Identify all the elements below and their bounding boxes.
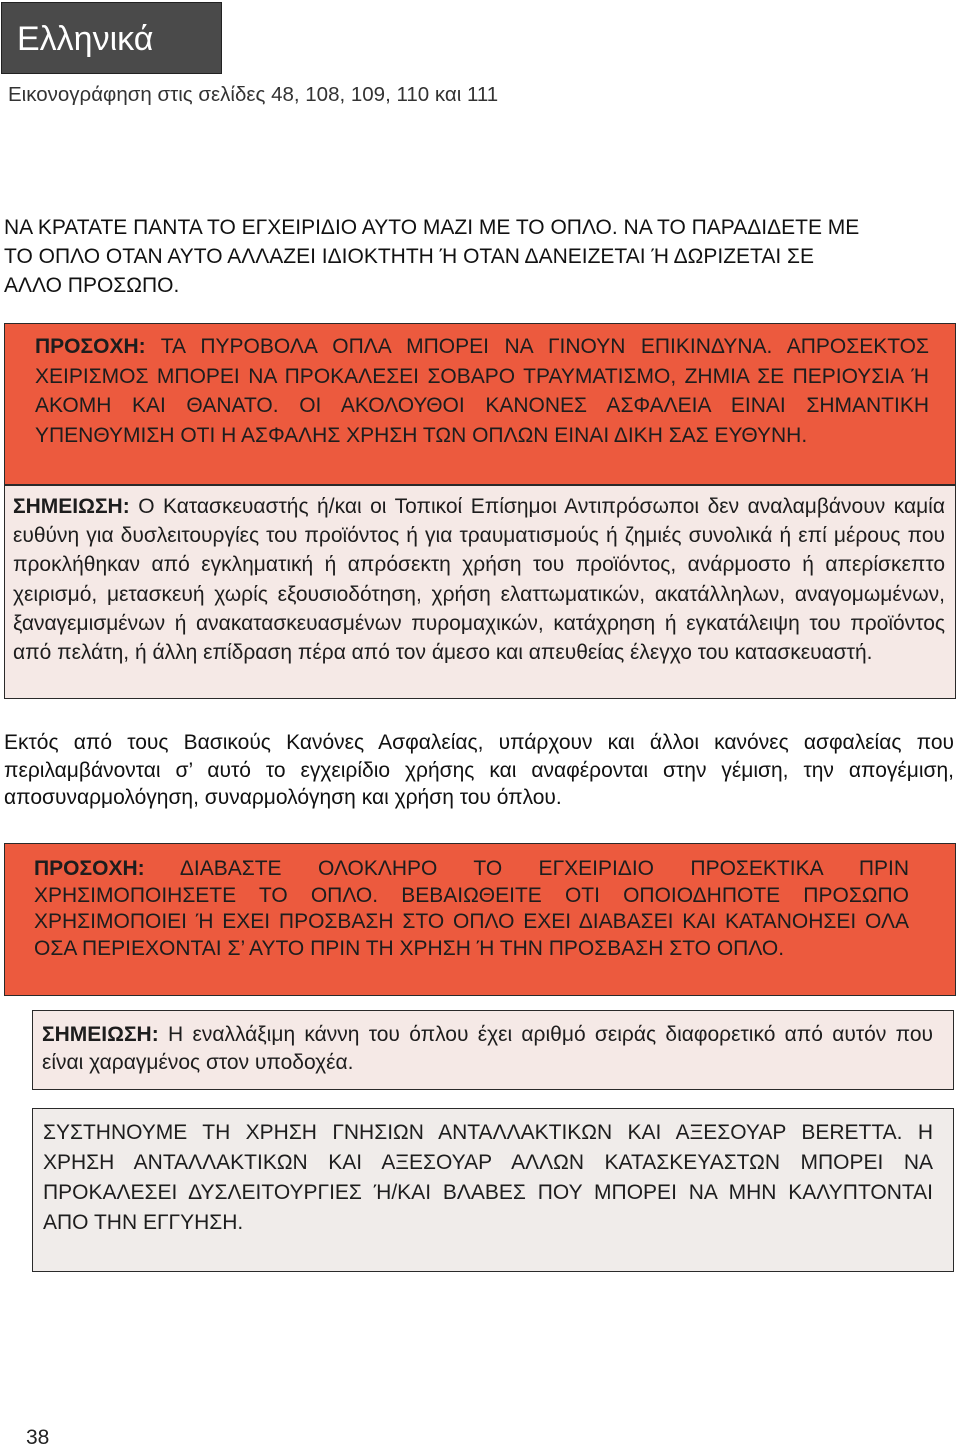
warning-label: ΠΡΟΣΟΧΗ: (35, 335, 146, 358)
illustration-reference: Εικονογράφηση στις σελίδες 48, 108, 109, 110 και 111 (8, 83, 499, 106)
intro-paragraph: Εκτός από τους Βασικούς Κανόνες Ασφαλείας, υπάρχουν και άλλοι κανόνες ασφαλείας που περιλαμβάνονται σ’ αυτό το εγχειρίδιο χρήσης και αναφέρονται στην γέμιση, την απογέμιση, αποσυναρμολόγηση, συναρμολόγηση και χρήση του όπλου. (4, 731, 954, 809)
warning-label: ΠΡΟΣΟΧΗ: (34, 857, 145, 880)
warning-text: ΔΙΑΒΑΣΤΕ ΟΛΟΚΛΗΡΟ ΤΟ ΕΓΧΕΙΡΙΔΙΟ ΠΡΟΣΕΚΤΙΚΑ ΠΡΙΝ ΧΡΗΣΙΜΟΠΟΙΗΣΕΤΕ ΤΟ ΟΠΛΟ. ΒΕΒΑΙΩΘΕΙΤΕ ΟΤΙ ΟΠΟΙΟΔΗΠΟΤΕ ΠΡΟΣΩΠΟ ΧΡΗΣΙΜΟΠΟΙΕΙ Ή ΕΧΕΙ ΠΡΟΣΒΑΣΗ ΣΤΟ ΟΠΛΟ ΕΧΕΙ ΔΙΑΒΑΣΕΙ ΚΑΙ ΚΑΤΑΝΟΗΣΕΙ ΟΛΑ ΟΣΑ ΠΕΡΙΕΧΟΝΤΑΙ Σ’ ΑΥΤΟ ΠΡΙΝ ΤΗ ΧΡΗΣΗ Ή ΤΗΝ ΠΡΟΣΒΑΣΗ ΣΤΟ ΟΠΛΟ. (34, 857, 910, 960)
keep-manual-notice: ΝΑ ΚΡΑΤΑΤΕ ΠΑΝΤΑ ΤΟ ΕΓΧΕΙΡΙΔΙΟ ΑΥΤΟ ΜΑΖΙ ΜΕ ΤΟ ΟΠΛΟ. ΝΑ ΤΟ ΠΑΡΑΔΙΔΕΤΕ ΜΕ ΤΟ ΟΠΛΟ ΟΤΑΝ ΑΥΤΟ ΑΛΛΑΖΕΙ ΙΔΙΟΚΤΗΤΗ Ή ΟΤΑΝ ΔΑΝΕΙΖΕΤΑΙ Ή ΔΩΡΙΖΕΤΑΙ ΣΕ ΑΛΛΟ ΠΡΟΣΩΠΟ. (4, 216, 860, 297)
warning-box-read-manual (4, 843, 956, 996)
warning-text: ΤΑ ΠΥΡΟΒΟΛΑ ΟΠΛΑ ΜΠΟΡΕΙ ΝΑ ΓΙΝΟΥΝ ΕΠΙΚΙΝΔΥΝΑ. ΑΠΡΟΣΕΚΤΟΣ ΧΕΙΡΙΣΜΟΣ ΜΠΟΡΕΙ ΝΑ ΠΡΟΚΑΛΕΣΕΙ ΣΟΒΑΡΟ ΤΡΑΥΜΑΤΙΣΜΟ, ΖΗΜΙΑ ΣΕ ΠΕΡΙΟΥΣΙΑ Ή ΑΚΟΜΗ ΚΑΙ ΘΑΝΑΤΟ. ΟΙ ΑΚΟΛΟΥΘΟΙ ΚΑΝΟΝΕΣ ΑΣΦΑΛΕΙΑ ΕΙΝΑΙ ΣΗΜΑΝΤΙΚΗ ΥΠΕΝΘΥΜΙΣΗ ΟΤΙ Η ΑΣΦΑΛΗΣ ΧΡΗΣΗ ΤΩΝ ΟΠΛΩΝ ΕΙΝΑΙ ΔΙΚΗ ΣΑΣ ΕΥΘΥΝΗ. (35, 335, 929, 447)
warning-box-firearms (4, 323, 956, 485)
page-number: 38 (26, 1426, 50, 1449)
note-box-barrel-serial (32, 1010, 954, 1090)
note-text: Ο Κατασκευαστής ή/και οι Τοπικοί Επίσημοι Αντιπρόσωποι δεν αναλαμβάνουν καμία ευθύνη για δυσλειτουργίες του προϊόντος ή για τραυματισμούς ή ζημιές συνολικά ή επί μέρους που προκλήθηκαν από εγκληματική ή απρόσεκτη χρήση του προϊόντος, ανάρμοστο ή απερίσκεπτο χειρισμό, μετασκευή χωρίς εξουσιοδότηση, χρήση ελαττωματικών, ακατάλληλων, αναγομωμένων, ξαναγεμισμένων ή ανακατασκευασμένων πυρομαχικών, κατάχρηση ή εγκατάλειψη του προϊόντος από πελάτη, ή άλλη επίδραση πέρα από τον άμεσο και απευθείας έλεγχο του κατασκευαστή. (13, 495, 945, 665)
note-label: ΣΗΜΕΙΩΣΗ: (13, 495, 130, 518)
note-label: ΣΗΜΕΙΩΣΗ: (42, 1023, 159, 1046)
note-text: Η εναλλάξιμη κάννη του όπλου έχει αριθμό σειράς διαφορετικό από αυτόν που είναι χαραγμένος στον υποδοχέα. (42, 1023, 933, 1074)
recommendation-text: ΣΥΣΤΗΝΟΥΜΕ ΤΗ ΧΡΗΣΗ ΓΝΗΣΙΩΝ ΑΝΤΑΛΛΑΚΤΙΚΩΝ ΚΑΙ ΑΞΕΣΟΥΑΡ BERETTA. Η ΧΡΗΣΗ ΑΝΤΑΛΛΑΚΤΙΚΩΝ ΚΑΙ ΑΞΕΣΟΥΑΡ ΑΛΛΩΝ ΚΑΤΑΣΚΕΥΑΣΤΩΝ ΜΠΟΡΕΙ ΝΑ ΠΡΟΚΑΛΕΣΕΙ ΔΥΣΛΕΙΤΟΥΡΓΙΕΣ Ή/ΚΑΙ ΒΛΑΒΕΣ ΠΟΥ ΜΠΟΡΕΙ ΝΑ ΜΗΝ ΚΑΛΥΠΤΟΝΤΑΙ ΑΠΟ ΤΗΝ ΕΓΓΥΗΣΗ. (43, 1121, 933, 1234)
recommendation-box (32, 1108, 954, 1272)
language-tab: Ελληνικά (1, 2, 222, 74)
note-box-liability (4, 485, 956, 699)
